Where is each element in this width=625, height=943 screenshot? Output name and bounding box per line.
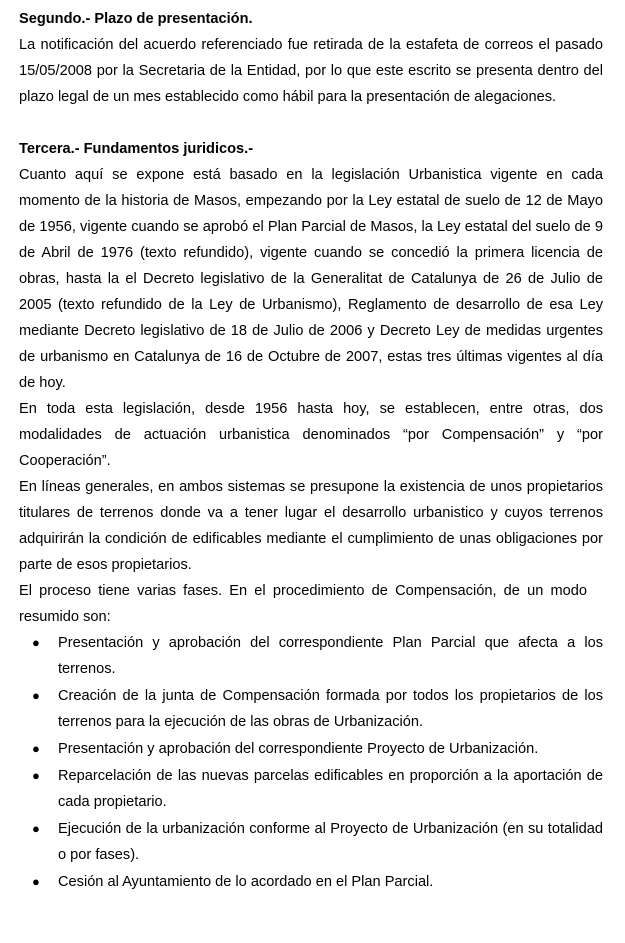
- bullet-icon: ●: [32, 874, 40, 889]
- list-item: [19, 630, 603, 682]
- list-item-text: Presentación y aprobación del correspondiente Plan Parcial que afecta a los terrenos.: [58, 635, 603, 677]
- bullet-icon: ●: [32, 635, 40, 650]
- list-item-text: Reparcelación de las nuevas parcelas edificables en proporción a la aportación de cada propietario.: [58, 768, 603, 810]
- list-item-text: Cesión al Ayuntamiento de lo acordado en el Plan Parcial.: [58, 874, 434, 890]
- list-item: [19, 816, 603, 868]
- section-heading-fundamentos: Tercera.- Fundamentos juridicos.-: [19, 141, 254, 157]
- paragraph-plazo: La notificación del acuerdo referenciado fue retirada de la estafeta de correos el pasado 15/05/2008 por la Secretaria de la Entidad, por lo que este escrito se presenta dentro del plazo legal de un mes establecido como hábil para la presentación de alegaciones.: [19, 37, 603, 105]
- list-item-text: Presentación y aprobación del correspondiente Proyecto de Urbanización.: [58, 741, 539, 757]
- paragraph-sistemas: En líneas generales, en ambos sistemas se presupone la existencia de unos propietarios titulares de terrenos donde va a tener lugar el desarrollo urbanistico y cuyos terrenos adquirirán la condición de edificables mediante el cumplimiento de unas obligaciones por parte de esos propietarios.: [19, 479, 603, 573]
- bullet-icon: ●: [32, 741, 40, 756]
- list-item-text: Ejecución de la urbanización conforme al Proyecto de Urbanización (en su totalidad o por fases).: [58, 821, 603, 863]
- section-heading-plazo: Segundo.- Plazo de presentación.: [19, 11, 253, 27]
- paragraph-fases-intro: El proceso tiene varias fases. En el procedimiento de Compensación, de un modo resumido son:: [19, 583, 587, 625]
- paragraph-modalidades: En toda esta legislación, desde 1956 hasta hoy, se establecen, entre otras, dos modalidades de actuación urbanistica denominados “por Compensación” y “por Cooperación”.: [19, 401, 603, 469]
- bullet-icon: ●: [32, 688, 40, 703]
- list-item-text: Creación de la junta de Compensación formada por todos los propietarios de los terrenos para la ejecución de las obras de Urbanización.: [58, 688, 603, 730]
- bullet-icon: ●: [32, 821, 40, 836]
- list-item: [19, 736, 603, 762]
- fases-list: [19, 630, 603, 895]
- section-spacer: [19, 110, 603, 136]
- paragraph-legislacion: Cuanto aquí se expone está basado en la legislación Urbanistica vigente en cada momento de la historia de Masos, empezando por la Ley estatal de suelo de 12 de Mayo de 1956, vigente cuando se aprobó el Plan Parcial de Masos, la Ley estatal del suelo de 9 de Abril de 1976 (texto refundido), vigente cuando se concedió la primera licencia de obras, hasta la el Decreto legislativo de la Generalitat de Catalunya de 26 de Julio de 2005 (texto refundido de la Ley de Urbanismo), Reglamento de desarrollo de esa Ley mediante Decreto legislativo de 18 de Julio de 2006 y Decreto Ley de medidas urgentes de urbanismo en Catalunya de 16 de Octubre de 2007, estas tres últimas vigentes al día de hoy.: [19, 167, 603, 391]
- list-item: [19, 763, 603, 815]
- bullet-icon: ●: [32, 768, 40, 783]
- list-item: [19, 683, 603, 735]
- list-item: [19, 869, 603, 895]
